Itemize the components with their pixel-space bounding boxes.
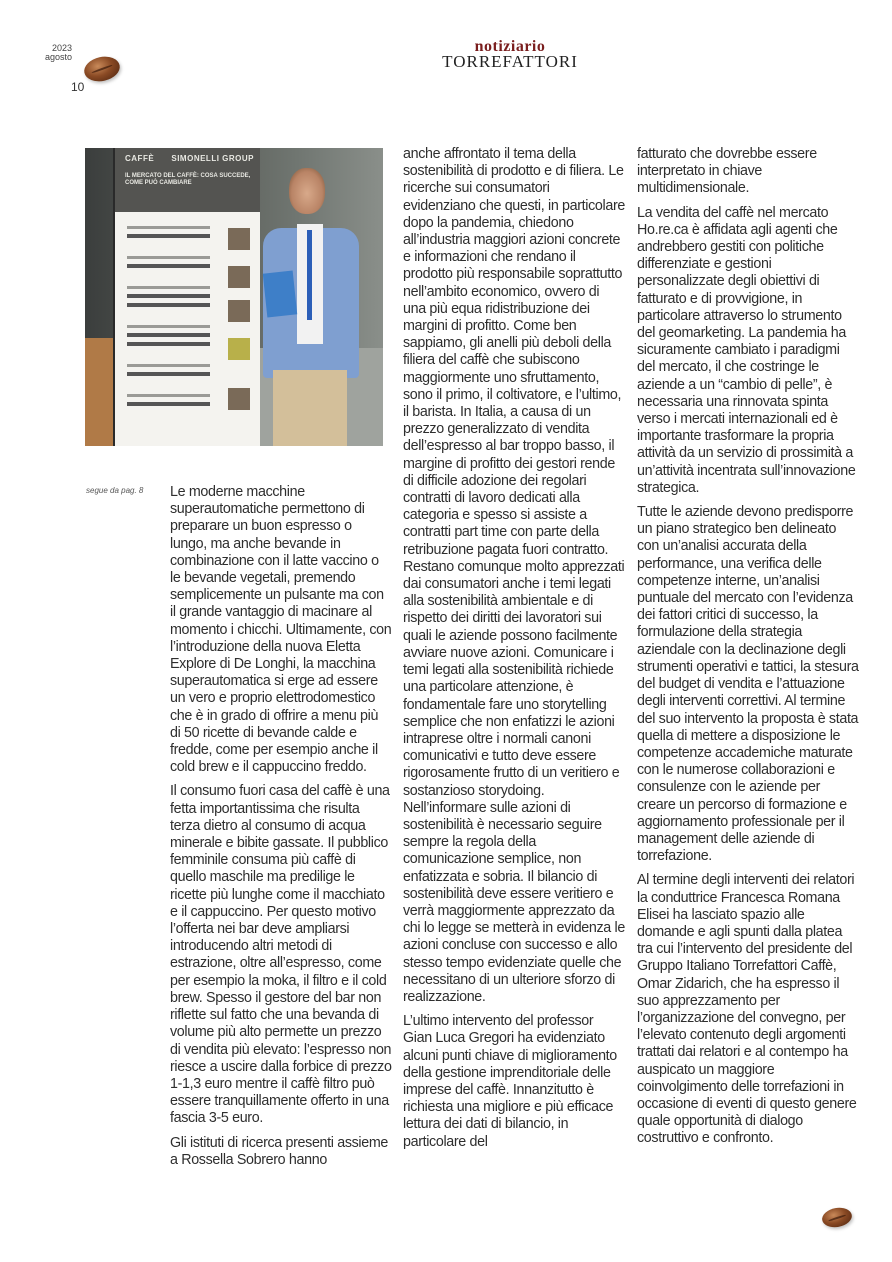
paragraph: Al termine degli interventi dei relatori la conduttrice Francesca Romana Elisei ha lasciato spazio alle domande e agli spunti dalla platea tra cui l’intervento del presidente del Gruppo Italiano Torrefattori Caffè, Omar Zidarich, che ha espresso il suo apprezzamento per l’organizzazione del convegno, per l’elevato contenuto degli argomenti trattati dai relatori e al contempo ha auspicato un maggiore coinvolgimento delle torrefazioni in occasione di eventi di questo genere quale opportunità di dialogo costruttivo e confronto.	[637, 872, 857, 1147]
paragraph: anche affrontato il tema della sostenibilità di prodotto e di filiera. Le ricerche sui consumatori evidenziano che questi, in particolare dopo la pandemia, chiedono all’industria maggiori azioni concrete e informazioni che rendano il prodotto più responsabile soprattutto nell’ambito economico, ovvero di una più equa ridistribuzione dei margini di profitto. Come ben sappiamo, gli anelli più deboli della filiera del caffè che subiscono maggiormente uno sfruttamento, sono il primo, il coltivatore, e l’ultimo, il barista. In Italia, a causa di un prezzo generalizzato di vendita dell’espresso al bar troppo basso, il margine di profitto dei gestori rende di difficile adozione dei regolari contratti di lavoro dedicati alla categoria e spesso si assiste a contratti part time con parte della retribuzione pagata fuori contratto. Restano comunque molto apprezzati dai consumatori anche i temi legati alla sostenibilità ambientale e di rispetto dei diritti dei lavoratori sui quali le aziende possono facilmente avviare nuove azioni. Comunicare i temi legati alla sostenibilità richiede una particolare attenzione, è fondamentale fare uno storytelling semplice che non enfatizzi le azioni intraprese oltre i normali canoni comunicativi e tutto deve essere rigorosamente frutto di un veritiero e sostanzioso storydoing. Nell’informare sulle azioni di sostenibilità è necessario seguire sempre la regola della comunicazione semplice, non enfatizzata e sobria. Il bilancio di sostenibilità deve essere veritiero e verrà maggiormente apprezzato da chi lo legge se metterà in evidenza le azioni concluse con successo e allo stesso tempo evidenziate quelle che necessitano di un ulteriore sforzo di realizzazione.	[403, 146, 625, 1005]
poster-text-line	[127, 303, 210, 307]
poster-text-line	[127, 264, 210, 268]
person-book	[263, 271, 297, 318]
poster-text-line	[127, 226, 210, 229]
paragraph: fatturato che dovrebbe essere interpretato in chiave multidimensionale.	[637, 146, 817, 197]
poster-text-line	[127, 333, 210, 337]
masthead	[440, 40, 580, 70]
poster-text-line	[127, 325, 210, 328]
person-lanyard	[307, 230, 312, 320]
paragraph: L’ultimo intervento del professor Gian Luca Gregori ha evidenziato alcuni punti chiave di miglioramento della gestione imprenditoriale delle imprese del caffè. Innanzitutto è richiesta una migliore e più efficace lettura dei dati di bilancio, in particolare del	[403, 1013, 617, 1150]
masthead-torrefattori: TORREFATTORI	[442, 52, 578, 71]
issue-info	[40, 40, 130, 100]
masthead-notiziario: notiziario	[474, 38, 546, 55]
poster-text-line	[127, 394, 210, 397]
event-poster	[113, 148, 260, 446]
continuation-note: segue da pag. 8	[86, 486, 144, 495]
coffee-bean-icon	[82, 54, 122, 85]
poster-brands	[125, 154, 254, 163]
person-head	[289, 168, 325, 214]
poster-text-line	[127, 372, 210, 376]
poster-brand-caffe: CAFFÈ	[125, 154, 155, 163]
poster-title: IL MERCATO DEL CAFFÈ: COSA SUCCEDE, COME PUÒ CAMBIARE	[125, 173, 251, 186]
poster-text-line	[127, 342, 210, 346]
poster-brand-simonelli: SIMONELLI GROUP	[171, 154, 254, 163]
paragraph: Gli istituti di ricerca presenti assieme a Rossella Sobrero hanno	[170, 1134, 389, 1168]
paragraph: La vendita del caffè nel mercato Ho.re.ca è affidata agli agenti che andrebbero gestiti con politiche differenziate e gestioni personalizzate degli obiettivi di fatturato e di provvigione, in particolare attraverso lo strumento del geomarketing. La pandemia ha sicuramente cambiato i paradigmi del mercato, il che costringe le aziende a un “cambio di pelle”, è necessaria una rinnovata spinta verso i mercati internazionali ed è importante trasformare la propria attività da un servizio di prossimità a un’attività incentrata sull’innovazione strategica.	[637, 204, 856, 496]
poster-text-line	[127, 364, 210, 367]
speaker-photo	[228, 228, 250, 250]
paragraph: Il consumo fuori casa del caffè è una fetta importantissima che risulta terza dietro al consumo di acqua minerale e bibite gassate. Il pubblico femminile consuma più caffè di quello maschile ma predilige le ricette più lunghe come il macchiato e il cappuccino. Per questo motivo l’offerta nei bar deve ampliarsi introducendo altri metodi di estrazione, oltre all’espresso, come per esempio la moka, il filtro e il cold brew. Spesso il gestore del bar non riflette sul fatto che una bevanda di volume più alto permette un prezzo di vendita più elevato: l’espresso non riesce a uscire dalla forbice di prezzo 1-1,3 euro mentre il caffè filtro può essere tranquillamente offerto in una fascia 3-5 euro.	[170, 783, 392, 1127]
poster-header	[115, 148, 260, 212]
poster-text-line	[127, 234, 210, 238]
coffee-bean-icon	[821, 1206, 854, 1230]
issue-month: agosto	[44, 52, 72, 62]
poster-text-line	[127, 256, 210, 259]
photo-person	[263, 160, 359, 446]
event-photo	[85, 148, 383, 446]
paragraph: Tutte le aziende devono predisporre un piano strategico ben delineato con un’analisi accurata della performance, una verifica delle competenze interne, un’analisi puntuale del mercato con l’evidenza dei fattori critici di successo, la formulazione della strategia aziendale con la declinazione degli strumenti operativi e tattici, la stesura del budget di vendita e l’attuazione degli interventi correttivi. Al termine del suo intervento la proposta è stata quella di mettere a disposizione le competenze accademiche maturate con le numerose collaborazioni e consulenze con le aziende per creare un percorso di formazione e aggiornamento professionale per il management delle aziende di torrefazione.	[637, 504, 859, 865]
poster-text-line	[127, 402, 210, 406]
article-column-3	[637, 146, 859, 1155]
poster-text-line	[127, 294, 210, 298]
issue-year: 2023	[51, 43, 72, 53]
speaker-photo	[228, 300, 250, 322]
paragraph: Le moderne macchine superautomatiche permettono di preparare un buon espresso o lungo, ma anche bevande in combinazione con il latte vaccino o le bevande vegetali, premendo semplicemente un pulsante ma con il grande vantaggio di macinare al momento i chicchi. Ultimamente, con l’introduzione della nuova Eletta Explore di De Longhi, la macchina superautomatica si erge ad essere un vero e proprio elettrodomestico che è in grado di offrire a menu più di 50 ricette di bevande calde e fredde, come per esempio anche il cold brew e il cappuccino freddo.	[170, 484, 392, 776]
speaker-photo	[228, 338, 250, 360]
article-column-1	[170, 484, 392, 1176]
person-pants	[273, 370, 347, 446]
speaker-photo	[228, 266, 250, 288]
speaker-photo	[228, 388, 250, 410]
page-number: 10	[71, 80, 85, 94]
poster-text-line	[127, 286, 210, 289]
article-column-2	[403, 146, 625, 1158]
